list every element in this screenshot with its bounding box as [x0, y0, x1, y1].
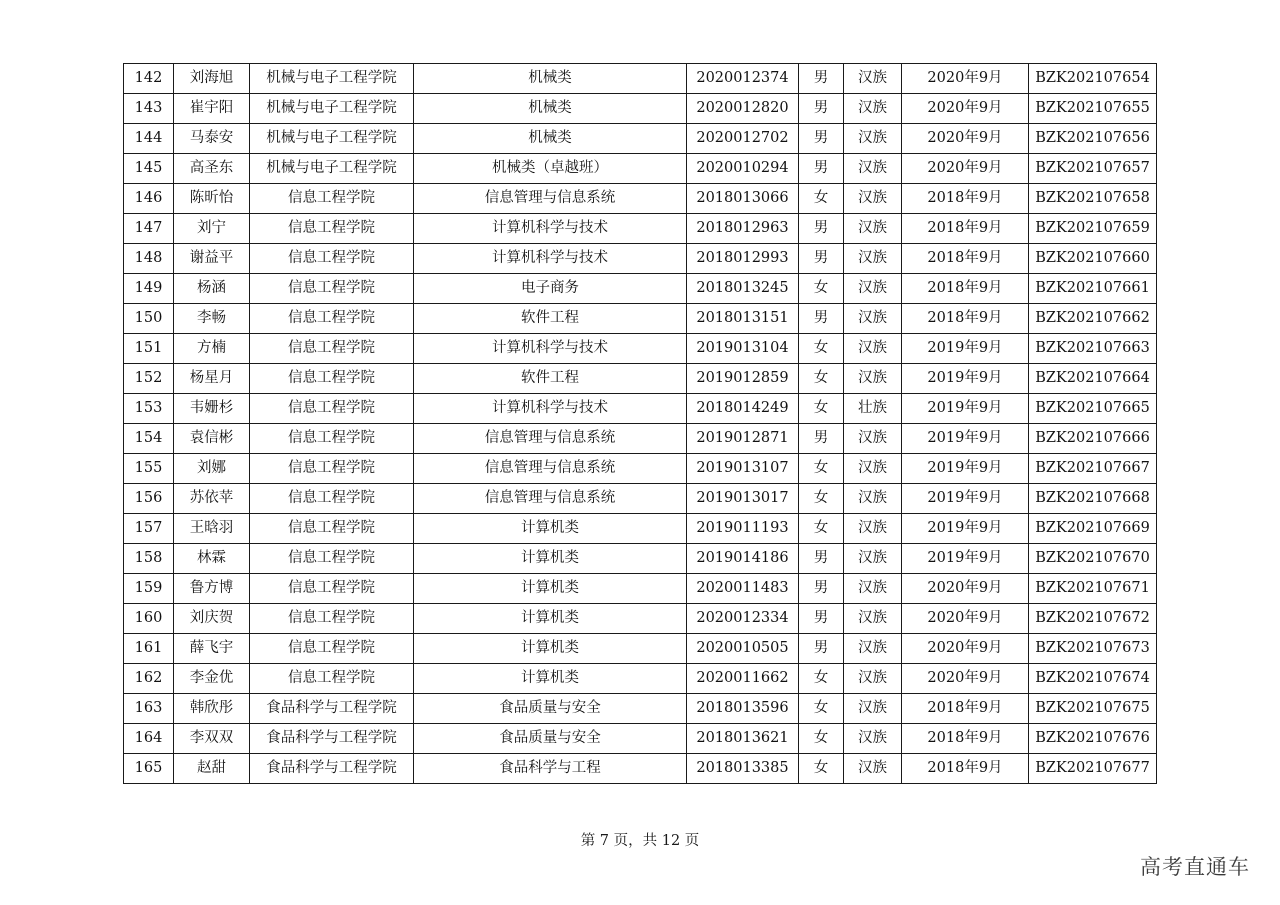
cell-gender: 男 [799, 154, 844, 184]
cell-major: 机械类 [414, 94, 687, 124]
cell-student-id: 2020012820 [687, 94, 799, 124]
cell-college: 信息工程学院 [250, 394, 414, 424]
cell-student-id: 2018012993 [687, 244, 799, 274]
cell-major: 计算机类 [414, 634, 687, 664]
table-row [124, 274, 1157, 304]
cell-college: 信息工程学院 [250, 634, 414, 664]
cell-student-id: 2019013107 [687, 454, 799, 484]
cell-enrollment: 2020年9月 [902, 154, 1029, 184]
cell-ethnicity: 汉族 [844, 694, 902, 724]
cell-name: 韦姗杉 [174, 394, 250, 424]
cell-major: 机械类 [414, 124, 687, 154]
cell-ethnicity: 汉族 [844, 424, 902, 454]
cell-index: 153 [124, 394, 174, 424]
cell-index: 147 [124, 214, 174, 244]
cell-index: 163 [124, 694, 174, 724]
cell-major: 计算机科学与技术 [414, 244, 687, 274]
cell-name: 赵甜 [174, 754, 250, 784]
cell-gender: 女 [799, 184, 844, 214]
cell-major: 电子商务 [414, 274, 687, 304]
table-row [124, 694, 1157, 724]
cell-major: 机械类（卓越班） [414, 154, 687, 184]
cell-ethnicity: 汉族 [844, 544, 902, 574]
cell-certificate-no: BZK202107658 [1029, 184, 1157, 214]
cell-index: 165 [124, 754, 174, 784]
cell-major: 食品科学与工程 [414, 754, 687, 784]
cell-ethnicity: 汉族 [844, 484, 902, 514]
cell-student-id: 2020012702 [687, 124, 799, 154]
table-row [124, 244, 1157, 274]
cell-enrollment: 2019年9月 [902, 334, 1029, 364]
cell-major: 计算机科学与技术 [414, 334, 687, 364]
cell-student-id: 2018014249 [687, 394, 799, 424]
cell-certificate-no: BZK202107657 [1029, 154, 1157, 184]
cell-major: 计算机类 [414, 664, 687, 694]
cell-college: 信息工程学院 [250, 454, 414, 484]
cell-gender: 女 [799, 454, 844, 484]
cell-major: 计算机科学与技术 [414, 394, 687, 424]
cell-certificate-no: BZK202107659 [1029, 214, 1157, 244]
cell-name: 刘海旭 [174, 64, 250, 94]
table-row [124, 514, 1157, 544]
table-row [124, 124, 1157, 154]
cell-name: 薛飞宇 [174, 634, 250, 664]
cell-ethnicity: 汉族 [844, 664, 902, 694]
cell-student-id: 2018012963 [687, 214, 799, 244]
cell-ethnicity: 汉族 [844, 124, 902, 154]
cell-certificate-no: BZK202107671 [1029, 574, 1157, 604]
cell-enrollment: 2018年9月 [902, 244, 1029, 274]
cell-college: 信息工程学院 [250, 334, 414, 364]
table-row [124, 754, 1157, 784]
cell-college: 信息工程学院 [250, 214, 414, 244]
cell-gender: 女 [799, 724, 844, 754]
cell-index: 143 [124, 94, 174, 124]
cell-enrollment: 2018年9月 [902, 694, 1029, 724]
cell-gender: 女 [799, 334, 844, 364]
cell-student-id: 2019013017 [687, 484, 799, 514]
cell-student-id: 2020010505 [687, 634, 799, 664]
cell-certificate-no: BZK202107661 [1029, 274, 1157, 304]
cell-enrollment: 2020年9月 [902, 574, 1029, 604]
cell-student-id: 2020011483 [687, 574, 799, 604]
table-row [124, 484, 1157, 514]
cell-certificate-no: BZK202107674 [1029, 664, 1157, 694]
cell-name: 杨涵 [174, 274, 250, 304]
cell-name: 刘娜 [174, 454, 250, 484]
cell-gender: 女 [799, 274, 844, 304]
cell-name: 林霖 [174, 544, 250, 574]
cell-major: 食品质量与安全 [414, 694, 687, 724]
cell-index: 161 [124, 634, 174, 664]
cell-ethnicity: 汉族 [844, 754, 902, 784]
cell-student-id: 2018013596 [687, 694, 799, 724]
cell-certificate-no: BZK202107668 [1029, 484, 1157, 514]
cell-index: 164 [124, 724, 174, 754]
cell-name: 刘庆贺 [174, 604, 250, 634]
cell-name: 刘宁 [174, 214, 250, 244]
cell-gender: 男 [799, 304, 844, 334]
cell-major: 计算机类 [414, 574, 687, 604]
cell-enrollment: 2019年9月 [902, 424, 1029, 454]
cell-certificate-no: BZK202107672 [1029, 604, 1157, 634]
cell-certificate-no: BZK202107663 [1029, 334, 1157, 364]
cell-enrollment: 2020年9月 [902, 634, 1029, 664]
cell-ethnicity: 汉族 [844, 154, 902, 184]
cell-gender: 男 [799, 94, 844, 124]
cell-index: 151 [124, 334, 174, 364]
cell-college: 信息工程学院 [250, 514, 414, 544]
cell-certificate-no: BZK202107673 [1029, 634, 1157, 664]
cell-enrollment: 2018年9月 [902, 304, 1029, 334]
cell-index: 155 [124, 454, 174, 484]
table-row [124, 664, 1157, 694]
cell-student-id: 2019011193 [687, 514, 799, 544]
cell-certificate-no: BZK202107654 [1029, 64, 1157, 94]
cell-ethnicity: 汉族 [844, 334, 902, 364]
cell-index: 156 [124, 484, 174, 514]
cell-enrollment: 2019年9月 [902, 454, 1029, 484]
cell-certificate-no: BZK202107667 [1029, 454, 1157, 484]
cell-college: 信息工程学院 [250, 664, 414, 694]
cell-college: 信息工程学院 [250, 424, 414, 454]
cell-enrollment: 2020年9月 [902, 604, 1029, 634]
cell-index: 152 [124, 364, 174, 394]
cell-ethnicity: 汉族 [844, 634, 902, 664]
cell-index: 148 [124, 244, 174, 274]
table-row [124, 214, 1157, 244]
cell-enrollment: 2018年9月 [902, 274, 1029, 304]
cell-name: 方楠 [174, 334, 250, 364]
cell-gender: 男 [799, 634, 844, 664]
cell-certificate-no: BZK202107676 [1029, 724, 1157, 754]
cell-enrollment: 2020年9月 [902, 94, 1029, 124]
cell-major: 信息管理与信息系统 [414, 484, 687, 514]
cell-major: 食品质量与安全 [414, 724, 687, 754]
cell-gender: 男 [799, 124, 844, 154]
table-row [124, 424, 1157, 454]
table-row [124, 94, 1157, 124]
cell-certificate-no: BZK202107662 [1029, 304, 1157, 334]
cell-major: 机械类 [414, 64, 687, 94]
cell-index: 162 [124, 664, 174, 694]
cell-college: 信息工程学院 [250, 274, 414, 304]
cell-name: 苏依苹 [174, 484, 250, 514]
cell-gender: 男 [799, 214, 844, 244]
cell-student-id: 2018013151 [687, 304, 799, 334]
cell-gender: 女 [799, 364, 844, 394]
cell-enrollment: 2019年9月 [902, 514, 1029, 544]
cell-ethnicity: 汉族 [844, 274, 902, 304]
cell-certificate-no: BZK202107660 [1029, 244, 1157, 274]
cell-gender: 女 [799, 694, 844, 724]
cell-major: 信息管理与信息系统 [414, 424, 687, 454]
cell-index: 158 [124, 544, 174, 574]
table-row [124, 544, 1157, 574]
cell-gender: 女 [799, 484, 844, 514]
cell-index: 146 [124, 184, 174, 214]
cell-enrollment: 2019年9月 [902, 544, 1029, 574]
page-number: 第 7 页，共 12 页 [580, 833, 700, 849]
cell-ethnicity: 汉族 [844, 184, 902, 214]
cell-student-id: 2019012859 [687, 364, 799, 394]
cell-name: 李畅 [174, 304, 250, 334]
cell-ethnicity: 汉族 [844, 94, 902, 124]
cell-certificate-no: BZK202107666 [1029, 424, 1157, 454]
cell-certificate-no: BZK202107675 [1029, 694, 1157, 724]
cell-certificate-no: BZK202107665 [1029, 394, 1157, 424]
cell-ethnicity: 壮族 [844, 394, 902, 424]
cell-enrollment: 2018年9月 [902, 184, 1029, 214]
cell-name: 袁信彬 [174, 424, 250, 454]
cell-certificate-no: BZK202107664 [1029, 364, 1157, 394]
cell-name: 李双双 [174, 724, 250, 754]
cell-gender: 女 [799, 664, 844, 694]
cell-student-id: 2020010294 [687, 154, 799, 184]
cell-student-id: 2018013245 [687, 274, 799, 304]
table-row [124, 394, 1157, 424]
cell-ethnicity: 汉族 [844, 64, 902, 94]
cell-college: 信息工程学院 [250, 244, 414, 274]
cell-enrollment: 2020年9月 [902, 664, 1029, 694]
cell-ethnicity: 汉族 [844, 214, 902, 244]
table-body [124, 64, 1157, 784]
cell-college: 机械与电子工程学院 [250, 94, 414, 124]
cell-certificate-no: BZK202107677 [1029, 754, 1157, 784]
cell-index: 159 [124, 574, 174, 604]
cell-ethnicity: 汉族 [844, 454, 902, 484]
cell-certificate-no: BZK202107656 [1029, 124, 1157, 154]
cell-enrollment: 2019年9月 [902, 484, 1029, 514]
cell-enrollment: 2018年9月 [902, 724, 1029, 754]
cell-college: 机械与电子工程学院 [250, 154, 414, 184]
cell-index: 145 [124, 154, 174, 184]
cell-name: 鲁方博 [174, 574, 250, 604]
student-roster-table [123, 63, 1157, 784]
cell-index: 144 [124, 124, 174, 154]
cell-name: 韩欣彤 [174, 694, 250, 724]
table-row [124, 334, 1157, 364]
table-row [124, 154, 1157, 184]
cell-gender: 男 [799, 424, 844, 454]
cell-enrollment: 2020年9月 [902, 64, 1029, 94]
cell-index: 150 [124, 304, 174, 334]
cell-college: 信息工程学院 [250, 184, 414, 214]
cell-certificate-no: BZK202107655 [1029, 94, 1157, 124]
table-row [124, 724, 1157, 754]
cell-gender: 男 [799, 574, 844, 604]
cell-student-id: 2019012871 [687, 424, 799, 454]
table-row [124, 574, 1157, 604]
cell-college: 机械与电子工程学院 [250, 64, 414, 94]
cell-major: 软件工程 [414, 364, 687, 394]
cell-name: 谢益平 [174, 244, 250, 274]
cell-student-id: 2018013385 [687, 754, 799, 784]
cell-ethnicity: 汉族 [844, 574, 902, 604]
cell-college: 信息工程学院 [250, 484, 414, 514]
cell-college: 食品科学与工程学院 [250, 754, 414, 784]
table-row [124, 454, 1157, 484]
cell-index: 160 [124, 604, 174, 634]
cell-certificate-no: BZK202107670 [1029, 544, 1157, 574]
table-row [124, 364, 1157, 394]
cell-index: 149 [124, 274, 174, 304]
cell-college: 信息工程学院 [250, 364, 414, 394]
cell-ethnicity: 汉族 [844, 514, 902, 544]
cell-gender: 男 [799, 244, 844, 274]
cell-gender: 男 [799, 64, 844, 94]
cell-ethnicity: 汉族 [844, 304, 902, 334]
cell-student-id: 2018013621 [687, 724, 799, 754]
watermark-logo: 高考直通车 [1140, 855, 1250, 879]
table-row [124, 304, 1157, 334]
cell-college: 机械与电子工程学院 [250, 124, 414, 154]
cell-college: 信息工程学院 [250, 604, 414, 634]
cell-student-id: 2019014186 [687, 544, 799, 574]
cell-gender: 女 [799, 394, 844, 424]
cell-college: 信息工程学院 [250, 544, 414, 574]
cell-name: 王晗羽 [174, 514, 250, 544]
cell-enrollment: 2018年9月 [902, 214, 1029, 244]
cell-gender: 女 [799, 514, 844, 544]
cell-enrollment: 2018年9月 [902, 754, 1029, 784]
cell-college: 信息工程学院 [250, 574, 414, 604]
table-row [124, 604, 1157, 634]
cell-college: 信息工程学院 [250, 304, 414, 334]
table-row [124, 634, 1157, 664]
cell-student-id: 2019013104 [687, 334, 799, 364]
cell-gender: 女 [799, 754, 844, 784]
cell-name: 崔宇阳 [174, 94, 250, 124]
cell-college: 食品科学与工程学院 [250, 724, 414, 754]
cell-enrollment: 2020年9月 [902, 124, 1029, 154]
cell-name: 高圣东 [174, 154, 250, 184]
cell-major: 信息管理与信息系统 [414, 454, 687, 484]
cell-name: 马泰安 [174, 124, 250, 154]
cell-major: 计算机类 [414, 514, 687, 544]
cell-major: 计算机类 [414, 604, 687, 634]
cell-ethnicity: 汉族 [844, 604, 902, 634]
cell-index: 154 [124, 424, 174, 454]
cell-gender: 男 [799, 604, 844, 634]
cell-major: 信息管理与信息系统 [414, 184, 687, 214]
cell-major: 软件工程 [414, 304, 687, 334]
cell-major: 计算机科学与技术 [414, 214, 687, 244]
cell-name: 陈昕怡 [174, 184, 250, 214]
table-row [124, 184, 1157, 214]
table-row [124, 64, 1157, 94]
cell-name: 李金优 [174, 664, 250, 694]
cell-enrollment: 2019年9月 [902, 394, 1029, 424]
cell-student-id: 2018013066 [687, 184, 799, 214]
cell-ethnicity: 汉族 [844, 724, 902, 754]
cell-index: 157 [124, 514, 174, 544]
cell-major: 计算机类 [414, 544, 687, 574]
cell-ethnicity: 汉族 [844, 244, 902, 274]
cell-certificate-no: BZK202107669 [1029, 514, 1157, 544]
cell-student-id: 2020012334 [687, 604, 799, 634]
cell-enrollment: 2019年9月 [902, 364, 1029, 394]
cell-ethnicity: 汉族 [844, 364, 902, 394]
cell-index: 142 [124, 64, 174, 94]
cell-student-id: 2020012374 [687, 64, 799, 94]
cell-name: 杨星月 [174, 364, 250, 394]
cell-college: 食品科学与工程学院 [250, 694, 414, 724]
cell-gender: 男 [799, 544, 844, 574]
cell-student-id: 2020011662 [687, 664, 799, 694]
